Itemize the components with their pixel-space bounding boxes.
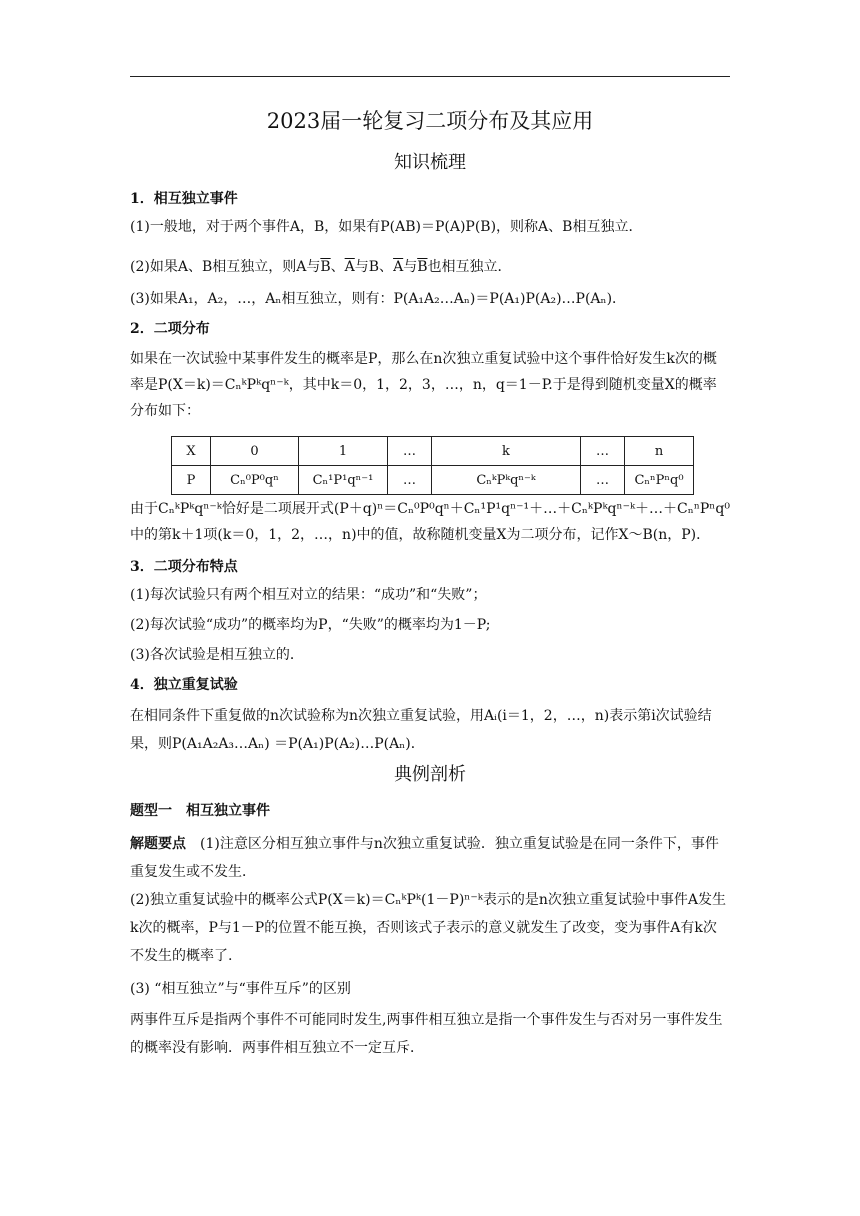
section-heading-knowledge: 知识梳理 (394, 152, 466, 173)
heading-independent-events: 1．相互独立事件 (130, 191, 238, 207)
table-cell: Cₙ¹P¹qⁿ⁻¹ (299, 466, 388, 495)
table-cell: k (432, 437, 581, 466)
paragraph-complements: (2)如果A、B相互独立，则A与$\overline{B}$、$\overline{A}$与B、$\overline{A}$与$\overline{B}$也相互独立． (130, 259, 512, 275)
distribution-table (171, 436, 694, 495)
page-title: 2023届一轮复习二项分布及其应用 (266, 109, 594, 133)
table-cell: … (388, 437, 432, 466)
paragraph: 由于CₙᵏPᵏqⁿ⁻ᵏ恰好是二项展开式(P＋q)ⁿ＝Cₙ⁰P⁰qⁿ＋Cₙ¹P¹qⁿ⁻¹＋…＋CₙᵏPᵏqⁿ⁻ᵏ＋…＋CₙⁿPⁿq⁰中的第k＋1项(k＝0，1，2，…，n)中的值，故称随机变量X为二项分布，记作X～B(n，P)． (130, 501, 730, 543)
header-rule (130, 76, 730, 77)
table-cell: Cₙ⁰P⁰qⁿ (211, 466, 299, 495)
table-cell: … (388, 466, 432, 495)
heading-binomial-distribution: 2．二项分布 (130, 321, 210, 337)
paragraph: (1)一般地，对于两个事件A，B，如果有P(AB)＝P(A)P(B)，则称A、B相互独立． (130, 219, 643, 235)
paragraph: 两事件互斥是指两个事件不可能同时发生,两事件相互独立是指一个事件发生与否对另一事件发生的概率没有影响．两事件相互独立不一定互斥． (130, 1012, 723, 1056)
overline-b: $\overline{B}$ (417, 259, 428, 275)
table-cell: 1 (299, 437, 388, 466)
table-cell: … (581, 466, 625, 495)
table-row (172, 437, 694, 466)
paragraph: (3)如果A₁，A₂，…，Aₙ相互独立，则有：P(A₁A₂…Aₙ)＝P(A₁)P(A₂)…P(Aₙ)． (130, 291, 627, 307)
table-cell: X (172, 437, 211, 466)
paragraph-key-points: 解题要点 (1)注意区分相互独立事件与n次独立重复试验．独立重复试验是在同一条件下，事件重复发生或不发生． (130, 836, 719, 880)
key-points-label: 解题要点 (130, 836, 186, 852)
paragraph: (3)各次试验是相互独立的． (130, 647, 304, 663)
heading-type-one: 题型一 相互独立事件 (130, 803, 270, 819)
table-row (172, 466, 694, 495)
table-cell: 0 (211, 437, 299, 466)
heading-repeated-trials: 4．独立重复试验 (130, 677, 238, 693)
table-cell: CₙᵏPᵏqⁿ⁻ᵏ (432, 466, 581, 495)
overline-b: $\overline{B}$ (320, 259, 331, 275)
table-cell: CₙⁿPⁿq⁰ (625, 466, 694, 495)
paragraph: (3) “相互独立”与“事件互斥”的区别 (130, 981, 351, 997)
paragraph: 如果在一次试验中某事件发生的概率是P，那么在n次独立重复试验中这个事件恰好发生k次的概率是P(X＝k)＝CₙᵏPᵏqⁿ⁻ᵏ，其中k＝0，1，2，3，…，n，q＝1－P.于是得到随机变量X的概率分布如下： (130, 351, 717, 419)
heading-binomial-features: 3．二项分布特点 (130, 559, 238, 575)
paragraph: (2)每次试验“成功”的概率均为P，“失败”的概率均为1－P; (130, 617, 491, 633)
section-heading-examples: 典例剖析 (394, 764, 466, 785)
paragraph: (1)每次试验只有两个相互对立的结果：“成功”和“失败”； (130, 587, 487, 603)
paragraph: (2)独立重复试验中的概率公式P(X＝k)＝CₙᵏPᵏ(1－P)ⁿ⁻ᵏ表示的是n次独立重复试验中事件A发生k次的概率，P与1－P的位置不能互换，否则该式子表示的意义就发生了改变，变为事件A有k次不发生的概率了. (130, 892, 726, 964)
table-cell: P (172, 466, 211, 495)
overline-a: $\overline{A}$ (393, 259, 404, 275)
table-cell: … (581, 437, 625, 466)
paragraph: 在相同条件下重复做的n次试验称为n次独立重复试验，用Aᵢ(i＝1，2，…，n)表示第i次试验结果，则P(A₁A₂A₃…Aₙ) ＝P(A₁)P(A₂)…P(Aₙ)． (130, 708, 712, 752)
overline-a: $\overline{A}$ (344, 259, 355, 275)
table-cell: n (625, 437, 694, 466)
